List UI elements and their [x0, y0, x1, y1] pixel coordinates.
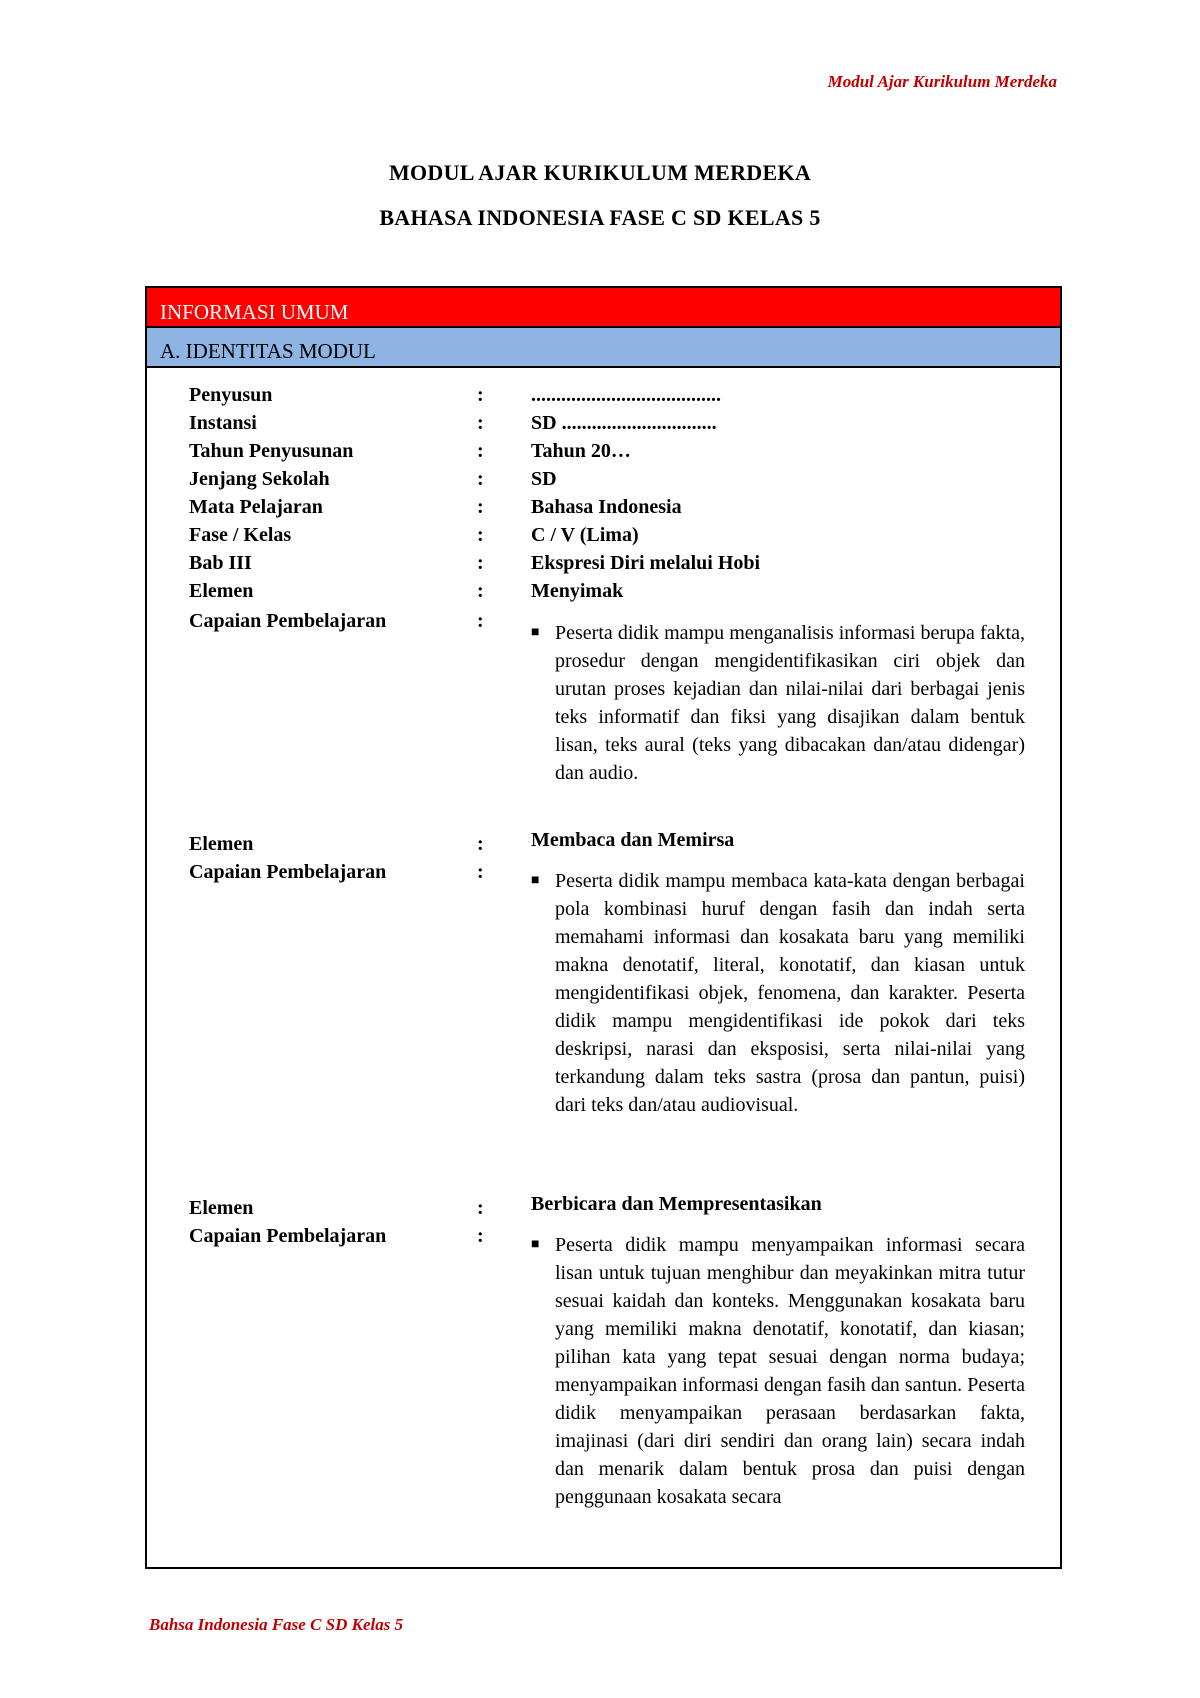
label-elemen: Elemen: [189, 580, 254, 602]
colon: :: [477, 1197, 484, 1219]
value-elemen-menyimak: Menyimak: [531, 580, 624, 602]
value-elemen-membaca: Membaca dan Memirsa: [531, 829, 735, 851]
document-title: MODUL AJAR KURIKULUM MERDEKA: [388, 160, 812, 185]
colon: :: [477, 833, 484, 855]
capaian-membaca: [531, 867, 1025, 1119]
colon: :: [477, 496, 484, 518]
capaian-text: Peserta didik mampu membaca kata-kata dengan berbagai pola kombinasi huruf dengan fasih dan indah serta memahami informasi dan kosakata baru yang memiliki makna denotatif, literal, konotatif, dan kiasan untuk mengidentifikasi objek, fenomena, dan karakter. Peserta didik mampu mengidentifikasi ide pokok dari teks deskripsi, narasi dan eksposisi, serta nilai-nilai yang terkandung dalam teks sastra (prosa dan pantun, puisi) dari teks dan/atau audiovisual.: [555, 870, 1025, 1116]
label-penyusun: Penyusun: [189, 384, 273, 406]
value-bab: Ekspresi Diri melalui Hobi: [531, 552, 761, 574]
value-tahun-penyusunan: Tahun 20…: [531, 440, 631, 462]
capaian-text: Peserta didik mampu menganalisis informasi berupa fakta, prosedur dengan mengidentifikasikan ciri objek dan urutan proses kejadian dan nilai-nilai dari berbagai jenis teks informatif dan fiksi yang disajikan dalam bentuk lisan, teks aural (teks yang dibacakan dan/atau didengar) dan audio.: [555, 622, 1025, 784]
page-footer: Bahsa Indonesia Fase C SD Kelas 5: [149, 1615, 404, 1634]
colon: :: [477, 440, 484, 462]
bullet-icon: ■: [531, 873, 540, 888]
value-jenjang-sekolah: SD: [531, 468, 557, 490]
subsection-header-identitas-modul: A. IDENTITAS MODUL: [147, 328, 1060, 368]
value-instansi: SD ...............................: [531, 412, 717, 434]
label-tahun-penyusunan: Tahun Penyusunan: [189, 440, 354, 462]
colon: :: [477, 412, 484, 434]
colon: :: [477, 552, 484, 574]
colon: :: [477, 610, 484, 632]
bullet-icon: ■: [531, 1237, 540, 1252]
capaian-menyimak: [531, 619, 1025, 787]
capaian-berbicara: [531, 1231, 1025, 1511]
document-subtitle: BAHASA INDONESIA FASE C SD KELAS 5: [379, 205, 821, 230]
label-fase-kelas: Fase / Kelas: [189, 524, 292, 546]
label-capaian-pembelajaran: Capaian Pembelajaran: [189, 610, 387, 632]
colon: :: [477, 384, 484, 406]
bullet-icon: ■: [531, 625, 540, 640]
capaian-text: Peserta didik mampu menyampaikan informasi secara lisan untuk tujuan menghibur dan meyakinkan mitra tutur sesuai kaidah dan konteks. Menggunakan kosakata baru yang memiliki makna denotatif, konotatif, dan kiasan; pilihan kata yang tepat sesuai dengan norma budaya; menyampaikan informasi dengan fasih dan santun. Peserta didik menyampaikan perasaan berdasarkan fakta, imajinasi (dari diri sendiri dan orang lain) secara indah dan menarik dalam bentuk prosa dan puisi dengan penggunaan kosakata secara: [555, 1234, 1025, 1508]
value-elemen-berbicara: Berbicara dan Mempresentasikan: [531, 1193, 822, 1215]
label-elemen: Elemen: [189, 1197, 254, 1219]
value-fase-kelas: C / V (Lima): [531, 524, 639, 546]
label-capaian-pembelajaran: Capaian Pembelajaran: [189, 861, 387, 883]
label-bab: Bab III: [189, 552, 252, 574]
section-header-informasi-umum: INFORMASI UMUM: [147, 288, 1060, 328]
value-mata-pelajaran: Bahasa Indonesia: [531, 496, 682, 518]
value-penyusun: ......................................: [531, 384, 721, 406]
label-elemen: Elemen: [189, 833, 254, 855]
colon: :: [477, 580, 484, 602]
colon: :: [477, 524, 484, 546]
colon: :: [477, 468, 484, 490]
label-mata-pelajaran: Mata Pelajaran: [189, 496, 323, 518]
colon: :: [477, 1225, 484, 1247]
label-jenjang-sekolah: Jenjang Sekolah: [189, 468, 330, 490]
page-header: Modul Ajar Kurikulum Merdeka: [827, 72, 1057, 91]
label-capaian-pembelajaran: Capaian Pembelajaran: [189, 1225, 387, 1247]
colon: :: [477, 861, 484, 883]
label-instansi: Instansi: [189, 412, 257, 434]
